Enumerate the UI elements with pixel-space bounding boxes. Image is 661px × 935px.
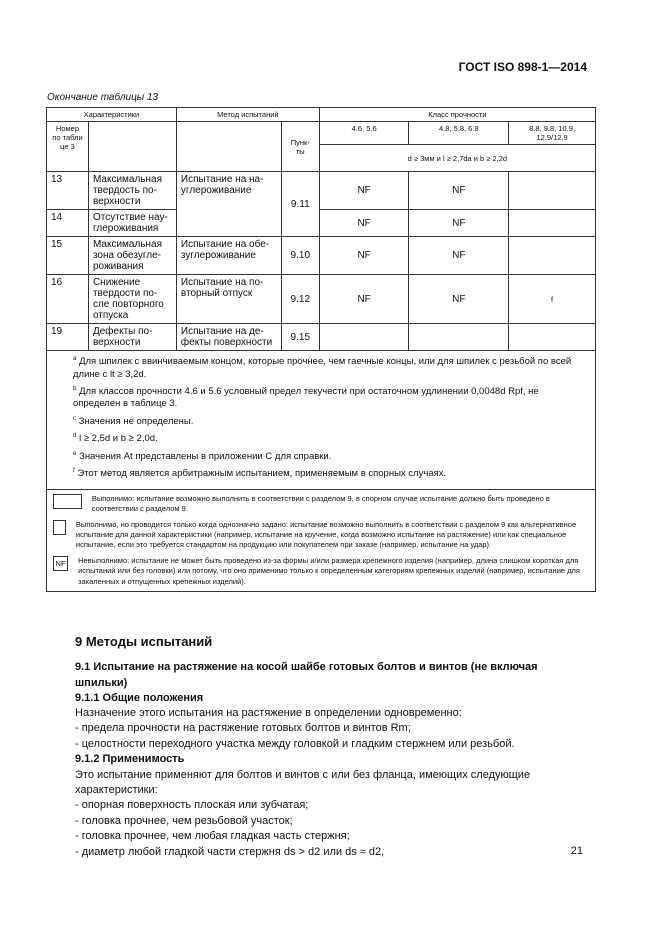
header-row <box>47 108 596 122</box>
class-b-header: 4.8, 5.8, 6.8 <box>409 122 509 145</box>
col-strength-class: Класс прочности <box>319 108 595 122</box>
section-body: Назначение этого испытания на растяжение в определении одновременно: - предела прочности на растяжение готовых болтов и винтов Rm; - целостности переходного участка между головкой и гладким стержнем или резьбой. 9.1.2 Применимость Это испытание применяют для болтов и винтов с или без фланца, имеющих следующие характеристики: - опорная поверхность плоская или зубчатая; - головка прочнее, чем резьбовой участок; - головка прочнее, чем любая гладкая часть стержня; - диаметр любой гладкой части стержня ds > d2 или ds ≈ d2, <box>75 706 585 860</box>
col-method: Метод испытаний <box>176 108 319 122</box>
condition-cell: d ≥ 3мм и l ≥ 2,7da и b ≥ 2,2d <box>319 145 595 172</box>
table-row: 14 Отсутствие нау- глероживания NF NF <box>47 210 596 237</box>
section-9-heading: 9 Методы испытаний <box>75 634 213 649</box>
notes-row <box>47 351 596 490</box>
note-a: $^a$ Для шпилек с ввинчиваемым концом, которые прочнее, чем гаечные концы, или для шпилек с резьбой по всей длине с lt ≥ 3,2d. <box>73 355 572 380</box>
section-9-1-1-heading: 9.1.1 Общие положения <box>75 692 204 704</box>
legend-box-feasible <box>53 494 82 509</box>
page-number: 21 <box>570 845 583 857</box>
table-row: 19 Дефекты по- верхности Испытание на де- фекты поверхности 9.15 <box>47 324 596 351</box>
legend-box-optional <box>53 520 66 535</box>
section-9-1-2-heading: 9.1.2 Применимость <box>75 753 185 766</box>
note-c: $^c$ Значения не определены. <box>73 414 194 427</box>
class-a-header: 4.6, 5.6 <box>319 122 409 145</box>
note-e: $^e$ Значения At представлены в приложении С для справки. <box>73 449 332 462</box>
legend-box-nf: NF <box>53 556 68 571</box>
table-row: 15 Максимальная зона обезугле- роживания Испытание на обе- зуглероживание 9.10 NF NF <box>47 237 596 275</box>
col-points: Пунк- ты <box>281 122 319 172</box>
legend-row <box>47 489 596 591</box>
legend-text-nf: Невыполнимо: испытание не может быть проведено из-за формы и/или размера крепежного изделия (например, длина слишком короткая для испытаний или без головки) или потому, что оно применимо только к определенным категориям крепежных изделий (например, испытание для закаленных и отпущенных крепежных изделий). <box>78 556 580 586</box>
table-row: 13 Максимальная твердость по- верхности Испытание на на- углероживание 9.11 NF NF <box>47 172 596 210</box>
note-d: $^d$ l ≥ 2,5d и b ≥ 2,0d. <box>73 432 158 445</box>
legend-text-optional: Выполнимо, но проводится только когда однозначно задано: испытание возможно выполнить в соответствии с разделом 9 как альтернативное испытание для данной характеристики (например, испытание на кручение, когда возможно испытание на растяжение) или как специальное испытание, если это требуется стандартом на продукцию или покупателем при заказе (например, испытание на удар). <box>75 519 577 550</box>
table-caption: Окончание таблицы 13 <box>47 92 159 103</box>
test-methods-table <box>46 107 596 592</box>
col-number: Номер по табли це 3 <box>47 122 89 172</box>
section-9-1-heading: 9.1 Испытание на растяжение на косой шайбе готовых болтов и винтов (не включая шпильки) <box>75 661 538 689</box>
standard-header: ГОСТ ISO 898-1—2014 <box>458 60 587 74</box>
class-c-header: 8.8, 9.8, 10.9, 12.9/12.9 <box>509 122 596 145</box>
note-f: $^f$ Этот метод является арбитражным испытанием, применяемым в спорных случаях. <box>73 467 447 480</box>
legend-text-feasible: Выполнимо: испытание возможно выполнить в соответствии с разделом 9, в спорном случае испытание должно быть проведено в соответствии с разделом 9. <box>91 493 550 513</box>
note-b: $^b$ Для классов прочности 4.6 и 5.6 условный предел текучести при остаточном удлинении 0,0048d Rpf, не определен в таблице 3. <box>73 384 539 410</box>
col-characteristics: Характеристики <box>47 108 177 122</box>
table-row: 16 Снижение твердости по- сле повторного отпуска Испытание на по- вторный отпуск 9.12 NF NF f <box>47 275 596 324</box>
